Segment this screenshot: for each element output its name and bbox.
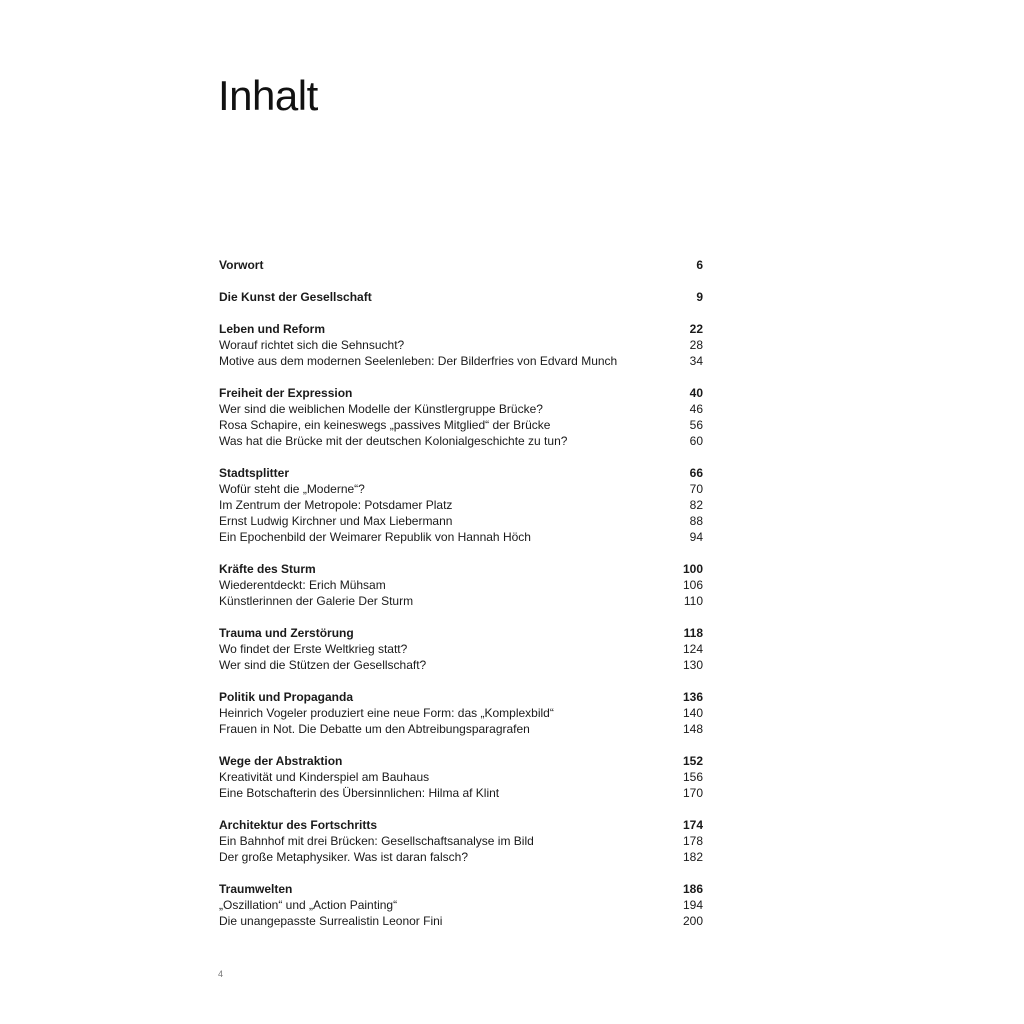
- entry-page: 28: [689, 338, 703, 352]
- toc-chapter-row[interactable]: [219, 881, 703, 897]
- toc-entry-row[interactable]: [219, 513, 703, 529]
- toc-entry-row[interactable]: [219, 593, 703, 609]
- toc-chapter-row[interactable]: [219, 257, 703, 273]
- entry-page: 34: [689, 354, 703, 368]
- toc-entry-row[interactable]: [219, 849, 703, 865]
- toc-entry-row[interactable]: [219, 337, 703, 353]
- entry-page: 182: [682, 850, 703, 864]
- entry-title: Künstlerinnen der Galerie Der Sturm: [219, 594, 414, 608]
- toc-entry-row[interactable]: [219, 433, 703, 449]
- entry-title: Wofür steht die „Moderne“?: [219, 482, 365, 496]
- entry-title: Rosa Schapire, ein keineswegs „passives Mitglied“ der Brücke: [219, 418, 551, 432]
- chapter-page: 6: [696, 258, 703, 272]
- toc-chapter-row[interactable]: [219, 561, 703, 577]
- entry-title: Eine Botschafterin des Übersinnlichen: Hilma af Klint: [219, 786, 500, 800]
- toc-section: [219, 881, 703, 929]
- chapter-title: Architektur des Fortschritts: [219, 818, 378, 832]
- entry-title: Wer sind die Stützen der Gesellschaft?: [219, 658, 427, 672]
- chapter-page: 100: [682, 562, 703, 576]
- entry-page: 70: [689, 482, 703, 496]
- entry-title: Der große Metaphysiker. Was ist daran falsch?: [219, 850, 468, 864]
- entry-page: 140: [682, 706, 703, 720]
- toc-entry-row[interactable]: [219, 769, 703, 785]
- toc-entry-row[interactable]: [219, 897, 703, 913]
- entry-page: 148: [682, 722, 703, 736]
- entry-page: 200: [682, 914, 703, 928]
- chapter-title: Leben und Reform: [219, 322, 326, 336]
- toc-chapter-row[interactable]: [219, 321, 703, 337]
- toc-chapter-row[interactable]: [219, 289, 703, 305]
- toc-chapter-row[interactable]: [219, 753, 703, 769]
- chapter-page: 40: [689, 386, 703, 400]
- toc-entry-row[interactable]: [219, 721, 703, 737]
- entry-page: 156: [682, 770, 703, 784]
- toc-entry-row[interactable]: [219, 641, 703, 657]
- chapter-title: Trauma und Zerstörung: [219, 626, 354, 640]
- entry-title: Frauen in Not. Die Debatte um den Abtreibungsparagrafen: [219, 722, 530, 736]
- entry-page: 56: [689, 418, 703, 432]
- toc-section: [219, 753, 703, 801]
- toc-chapter-row[interactable]: [219, 625, 703, 641]
- chapter-page: 186: [682, 882, 703, 896]
- toc-chapter-row[interactable]: [219, 817, 703, 833]
- entry-title: Heinrich Vogeler produziert eine neue Form: das „Komplexbild“: [219, 706, 554, 720]
- entry-page: 194: [682, 898, 703, 912]
- chapter-page: 152: [682, 754, 703, 768]
- chapter-page: 118: [683, 626, 703, 640]
- toc-entry-row[interactable]: [219, 833, 703, 849]
- toc-chapter-row[interactable]: [219, 465, 703, 481]
- toc-entry-row[interactable]: [219, 529, 703, 545]
- toc-entry-row[interactable]: [219, 497, 703, 513]
- page-number: 4: [218, 969, 224, 979]
- entry-page: 46: [689, 402, 703, 416]
- entry-page: 106: [682, 578, 703, 592]
- toc-section: [219, 465, 703, 545]
- toc-chapter-row[interactable]: [219, 385, 703, 401]
- toc-section: [219, 385, 703, 449]
- chapter-title: Stadtsplitter: [219, 466, 290, 480]
- chapter-page: 136: [682, 690, 703, 704]
- entry-page: 60: [689, 434, 703, 448]
- chapter-page: 174: [682, 818, 703, 832]
- chapter-title: Die Kunst der Gesellschaft: [219, 290, 372, 304]
- toc-section: [219, 561, 703, 609]
- chapter-page: 22: [689, 322, 703, 336]
- entry-title: Die unangepasste Surrealistin Leonor Fini: [219, 914, 443, 928]
- toc-entry-row[interactable]: [219, 577, 703, 593]
- entry-title: Ein Epochenbild der Weimarer Republik von Hannah Höch: [219, 530, 531, 544]
- table-of-contents: [219, 257, 703, 945]
- entry-title: Wer sind die weiblichen Modelle der Künstlergruppe Brücke?: [219, 402, 543, 416]
- toc-section: [219, 625, 703, 673]
- toc-entry-row[interactable]: [219, 785, 703, 801]
- entry-page: 88: [689, 514, 703, 528]
- entry-title: Wiederentdeckt: Erich Mühsam: [219, 578, 386, 592]
- toc-entry-row[interactable]: [219, 657, 703, 673]
- chapter-page: 66: [689, 466, 703, 480]
- entry-title: Was hat die Brücke mit der deutschen Kolonialgeschichte zu tun?: [219, 434, 568, 448]
- entry-page: 130: [682, 658, 703, 672]
- chapter-title: Freiheit der Expression: [219, 386, 353, 400]
- chapter-title: Vorwort: [219, 258, 264, 272]
- toc-section: [219, 289, 703, 305]
- entry-title: Wo findet der Erste Weltkrieg statt?: [219, 642, 408, 656]
- toc-entry-row[interactable]: [219, 417, 703, 433]
- entry-title: Ein Bahnhof mit drei Brücken: Gesellschaftsanalyse im Bild: [219, 834, 534, 848]
- toc-chapter-row[interactable]: [219, 689, 703, 705]
- toc-entry-row[interactable]: [219, 481, 703, 497]
- toc-entry-row[interactable]: [219, 401, 703, 417]
- entry-page: 94: [689, 530, 703, 544]
- entry-page: 82: [689, 498, 703, 512]
- entry-title: Motive aus dem modernen Seelenleben: Der Bilderfries von Edvard Munch: [219, 354, 618, 368]
- toc-entry-row[interactable]: [219, 353, 703, 369]
- entry-title: Worauf richtet sich die Sehnsucht?: [219, 338, 405, 352]
- entry-title: Im Zentrum der Metropole: Potsdamer Platz: [219, 498, 453, 512]
- chapter-page: 9: [696, 290, 703, 304]
- entry-title: Kreativität und Kinderspiel am Bauhaus: [219, 770, 430, 784]
- toc-section: [219, 817, 703, 865]
- chapter-title: Wege der Abstraktion: [219, 754, 343, 768]
- toc-section: [219, 689, 703, 737]
- entry-page: 170: [682, 786, 703, 800]
- chapter-title: Politik und Propaganda: [219, 690, 354, 704]
- chapter-title: Kräfte des Sturm: [219, 562, 316, 576]
- entry-page: 110: [683, 594, 703, 608]
- toc-section: [219, 257, 703, 273]
- entry-title: Ernst Ludwig Kirchner und Max Liebermann: [219, 514, 453, 528]
- page-title: Inhalt: [218, 72, 318, 119]
- entry-title: „Oszillation“ und „Action Painting“: [219, 898, 398, 912]
- toc-entry-row[interactable]: [219, 913, 703, 929]
- toc-entry-row[interactable]: [219, 705, 703, 721]
- chapter-title: Traumwelten: [219, 882, 293, 896]
- toc-section: [219, 321, 703, 369]
- entry-page: 124: [682, 642, 703, 656]
- entry-page: 178: [682, 834, 703, 848]
